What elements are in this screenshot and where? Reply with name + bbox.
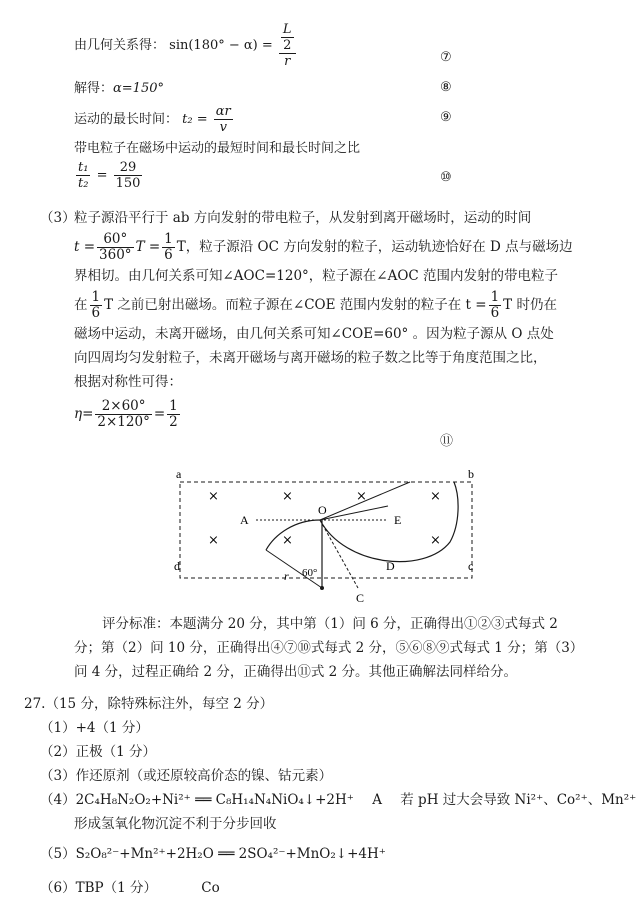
- label-O: O: [318, 503, 327, 517]
- grading-criteria: 评分标准：本题满分 20 分，其中第（1）问 6 分，正确得出①②③式每式 2 分；第（2）问 10 分，正确得出④⑦⑩式每式 2 分，⑤⑥⑧⑨式每式 1 分；第（3） 问 4 分，过程正确给 2 分，正确得出⑪式 2 分。其他正确解法同样给分。: [74, 616, 584, 680]
- field-cross: ×: [208, 489, 219, 504]
- equation-marker-8: ⑧: [440, 80, 452, 95]
- frac-L: L: [282, 22, 292, 37]
- equation-marker-7: ⑦: [440, 50, 452, 65]
- label-D: D: [386, 559, 395, 573]
- solve-line: 解得：α=150°: [74, 81, 164, 96]
- field-cross: ×: [208, 533, 219, 548]
- q27-answer-3: （3）作还原剂（或还原较高价态的镍、钴元素）: [40, 768, 333, 784]
- corner-a: a: [176, 467, 182, 481]
- part3-paragraph: 粒子源沿平行于 ab 方向发射的带电粒子，从发射到离开磁场时，运动的时间 t = $\frac{60^\circ}{360^\circ}$ T = $\frac{1}{6}$ T，粒子源沿 OC 方向发射的粒子，运动轨迹恰好在 D 点与磁场边 界相切。由几何关系可知∠AOC=120°，粒子源在∠AOC 范围内发射的带电粒子 在 $\frac{1}{6}$ T 之前已射出磁场。而粒子源在∠COE 范围内发射的粒子在 t = $\frac{1}{6}$ T 时仍在 磁场中运动，未离开磁场，由几何关系可知∠COE=60° 。因为粒子源从 O 点处 向四周均匀发射粒子，未离开磁场与离开磁场的粒子数之比等于角度范围之比， 根据对称性可得： η= $\frac{2\times 60^\circ}{2\times 120^\circ}$ = $\frac{1}{2}$: [74, 206, 614, 434]
- frac-2: 2: [283, 38, 292, 53]
- q27-answer-5: （5）S₂O₈²⁻+Mn²⁺+2H₂O ══ 2SO₄²⁻+MnO₂↓+4H⁺: [40, 846, 386, 862]
- label-C: C: [356, 591, 365, 604]
- q27-answer-6: （6）TBP（1 分） Co: [40, 880, 220, 896]
- label-r: r: [284, 569, 289, 583]
- label-60deg: 60°: [302, 567, 318, 579]
- field-cross: ×: [282, 489, 293, 504]
- field-cross: ×: [430, 533, 441, 548]
- frac-r: r: [284, 54, 291, 69]
- geometry-expr: sin(180° − α) =: [169, 38, 273, 53]
- q27-answer-4-cont: 形成氢氧化物沉淀不利于分步回收: [74, 816, 277, 832]
- corner-d: d: [174, 559, 180, 573]
- line-O-e: [320, 506, 388, 520]
- q27-answer-1: （1）+4（1 分）: [40, 720, 149, 736]
- part3-label: （3）: [40, 210, 76, 226]
- eta-equation: η= $\frac{2\times 60^\circ}{2\times 120^\circ}$ = $\frac{1}{2}$: [74, 397, 178, 430]
- field-cross: ×: [430, 489, 441, 504]
- equation-marker-9: ⑨: [440, 110, 452, 125]
- q27-answer-4: （4）2C₄H₈N₂O₂+Ni²⁺ ══ C₈H₁₄N₄NiO₄↓+2H⁺ A 若 pH 过大会导致 Ni²⁺、Co²⁺、Mn²⁺: [40, 792, 637, 808]
- geometry-equation: [74, 22, 298, 69]
- longest-time-line: 运动的最长时间： t₂ = $\frac{\alpha r}{v}$: [74, 104, 231, 135]
- label-E: E: [394, 513, 402, 527]
- field-cross: ×: [282, 533, 293, 548]
- corner-c: c: [468, 559, 474, 573]
- label-A: A: [240, 513, 249, 527]
- trajectory-arc-small: [266, 520, 320, 550]
- question-27: [24, 692, 636, 900]
- ratio-equation: $\frac{\text{t₁}}{\text{t₂}}$ = $\frac{29}{150}$: [78, 160, 141, 191]
- corner-b: b: [468, 467, 474, 481]
- magnetic-field-diagram: [170, 462, 490, 604]
- equation-marker-10: ⑩: [440, 170, 452, 185]
- q27-header: 27.（15 分，除特殊标注外，每空 2 分）: [24, 696, 274, 712]
- center-point: [320, 586, 324, 590]
- equation-marker-11: ⑪: [440, 434, 454, 449]
- geometry-prefix: 由几何关系得：: [74, 38, 166, 53]
- q27-answer-2: （2）正极（1 分）: [40, 744, 156, 760]
- geometry-fraction: [279, 22, 296, 69]
- ratio-intro: 带电粒子在磁场中运动的最短时间和最长时间之比: [74, 141, 361, 156]
- field-cross: ×: [356, 489, 367, 504]
